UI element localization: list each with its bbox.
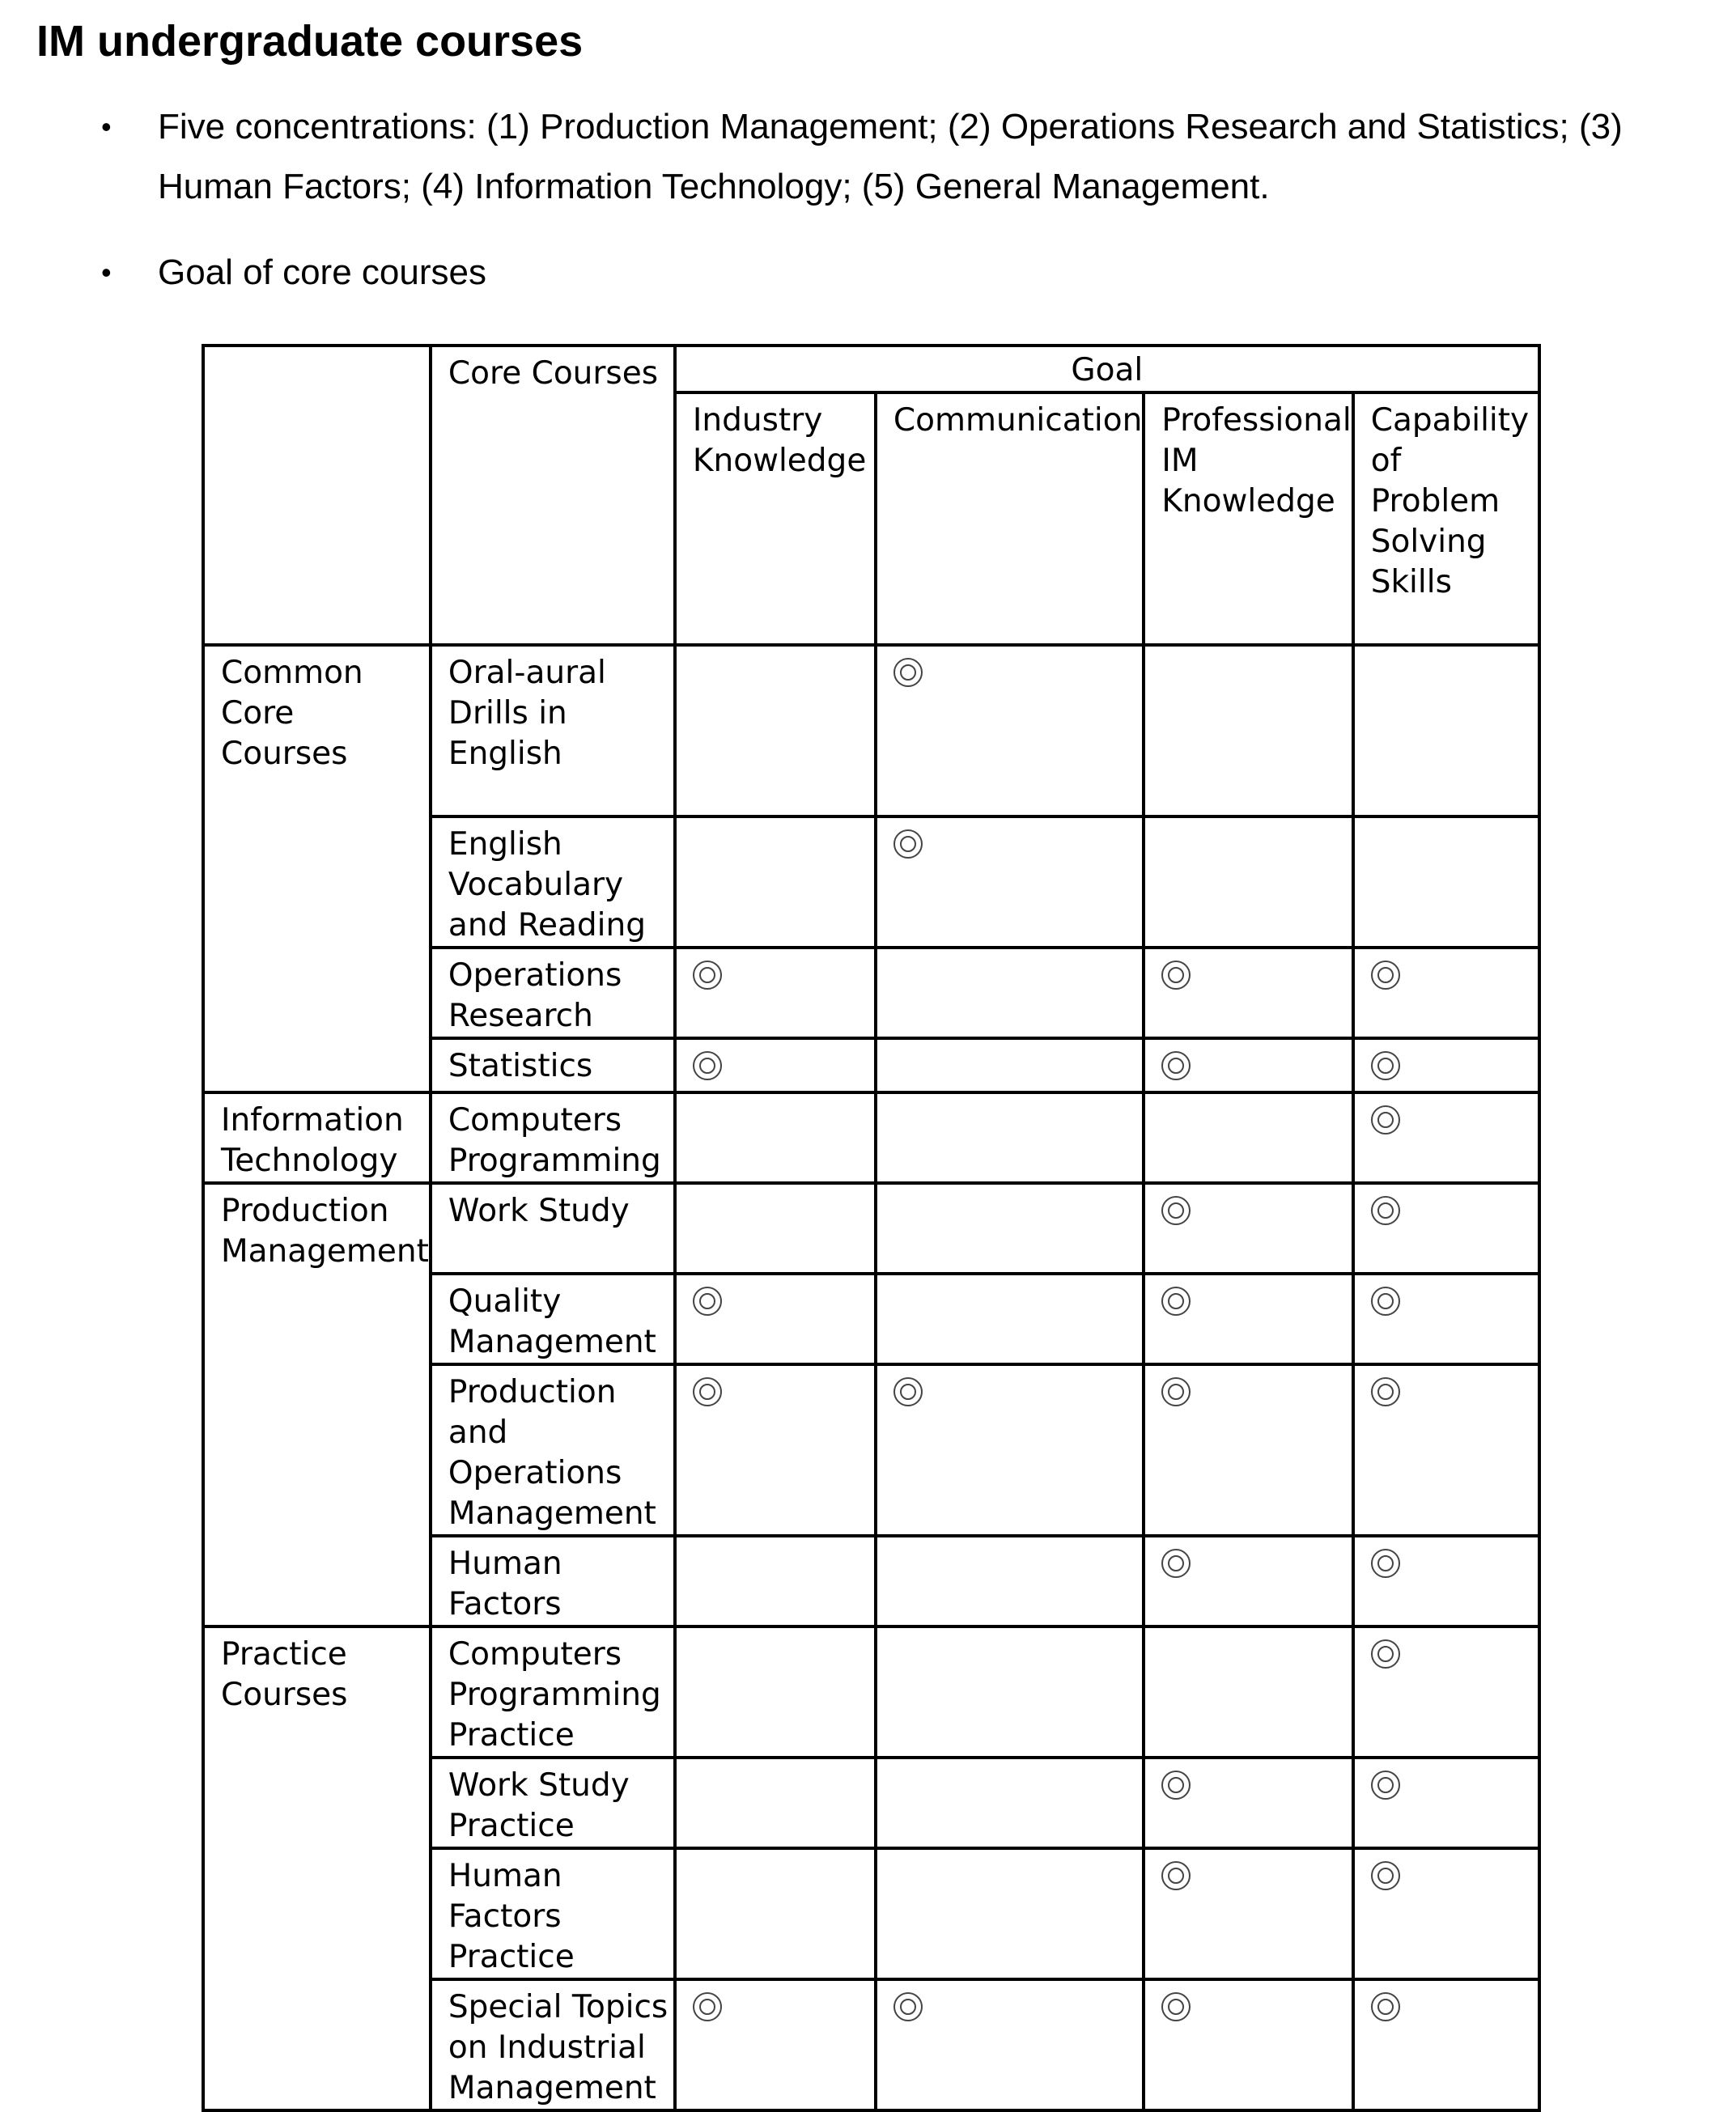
goal-cell [1353, 1364, 1539, 1536]
double-circle-icon [1161, 1287, 1191, 1316]
goal-cell [675, 1364, 876, 1536]
goal-cell [1144, 1038, 1352, 1092]
goal-cell [1353, 1848, 1539, 1979]
group-cell [203, 1274, 431, 1364]
goal-cell [1144, 1274, 1352, 1364]
double-circle-icon [1161, 961, 1191, 990]
course-name: Quality Management [431, 1274, 675, 1364]
table-row [203, 1092, 1539, 1183]
course-name: Human Factors Practice [431, 1848, 675, 1979]
double-circle-icon [693, 1377, 722, 1406]
goal-cell [675, 1848, 876, 1979]
goal-cell [675, 645, 876, 816]
course-name: Work Study [431, 1183, 675, 1274]
goal-cell [876, 1038, 1144, 1092]
header-goal-problem-solving: Capability of Problem Solving Skills [1353, 392, 1539, 645]
double-circle-icon [1161, 1196, 1191, 1225]
table-row [203, 1274, 1539, 1364]
course-name: Computers Programming Practice [431, 1626, 675, 1758]
table-row [203, 816, 1539, 948]
goal-cell [675, 1092, 876, 1183]
goal-cell [1353, 1979, 1539, 2110]
double-circle-icon [1371, 1196, 1400, 1225]
goal-cell [675, 1274, 876, 1364]
goal-cell [1353, 1626, 1539, 1758]
double-circle-icon [1161, 1771, 1191, 1800]
double-circle-icon [1161, 1051, 1191, 1080]
table-row [203, 948, 1539, 1038]
goal-cell [1144, 1979, 1352, 2110]
double-circle-icon [1371, 1992, 1400, 2021]
group-label: Production Management [203, 1183, 431, 1274]
double-circle-icon [893, 1377, 923, 1406]
goal-cell [1144, 1626, 1352, 1758]
double-circle-icon [1161, 1861, 1191, 1890]
double-circle-icon [693, 1992, 722, 2021]
course-name: Operations Research [431, 948, 675, 1038]
goal-cell [675, 1536, 876, 1626]
goal-cell [876, 1536, 1144, 1626]
goal-cell [1353, 1274, 1539, 1364]
double-circle-icon [1161, 1377, 1191, 1406]
goal-cell [1144, 1364, 1352, 1536]
course-name: Work Study Practice [431, 1758, 675, 1848]
header-core-courses: Core Courses [431, 346, 675, 645]
goal-cell [876, 1848, 1144, 1979]
goal-cell [876, 948, 1144, 1038]
goal-cell [1353, 948, 1539, 1038]
goal-cell [675, 1038, 876, 1092]
goal-cell [876, 1183, 1144, 1274]
goal-cell [1353, 645, 1539, 816]
goal-cell [876, 1758, 1144, 1848]
goal-cell [1144, 948, 1352, 1038]
goal-cell [675, 1758, 876, 1848]
goal-cell [876, 816, 1144, 948]
double-circle-icon [893, 829, 923, 859]
table-row [203, 1758, 1539, 1848]
header-blank-cell [203, 346, 431, 645]
table-row [203, 1364, 1539, 1536]
goal-cell [1144, 1758, 1352, 1848]
goal-cell [675, 1626, 876, 1758]
course-name: Human Factors [431, 1536, 675, 1626]
goal-cell [675, 816, 876, 948]
bullet-item [101, 97, 1679, 217]
group-cell [203, 816, 431, 948]
table-row [203, 1183, 1539, 1274]
goal-cell [1353, 1536, 1539, 1626]
course-name: Oral-aural Drills in English [431, 645, 675, 816]
double-circle-icon [1161, 1992, 1191, 2021]
group-label: Practice Courses [203, 1626, 431, 1758]
goal-table-wrapper [202, 344, 1541, 2112]
course-name: Special Topics on Industrial Management [431, 1979, 675, 2110]
goal-cell [675, 948, 876, 1038]
bullet-item [101, 243, 1679, 303]
table-row [203, 1626, 1539, 1758]
goal-cell [1353, 1092, 1539, 1183]
goal-cell [876, 1364, 1144, 1536]
group-cell [203, 1536, 431, 1626]
goal-cell [1353, 1183, 1539, 1274]
goal-cell [1144, 1092, 1352, 1183]
table-row [203, 645, 1539, 816]
goal-cell [876, 1274, 1144, 1364]
goal-cell [675, 1979, 876, 2110]
double-circle-icon [1371, 1051, 1400, 1080]
group-cell [203, 1364, 431, 1536]
double-circle-icon [1371, 1639, 1400, 1669]
goal-cell [1144, 1848, 1352, 1979]
table-row [203, 1848, 1539, 1979]
bullet-text: Goal of core courses [158, 252, 486, 292]
header-goal-communication: Communication [876, 392, 1144, 645]
page-title: IM undergraduate courses [36, 17, 584, 66]
bullet-text: Five concentrations: (1) Production Management; (2) Operations Research and Statistics; (3) Human Factors; (4) Information Technology; (5) General Management. [158, 107, 1623, 206]
double-circle-icon [893, 1992, 923, 2021]
goal-cell [876, 1092, 1144, 1183]
group-label: Common Core Courses [203, 645, 431, 816]
group-cell [203, 1848, 431, 1979]
double-circle-icon [693, 1051, 722, 1080]
double-circle-icon [1371, 1861, 1400, 1890]
header-goal-industry-knowledge: Industry Knowledge [675, 392, 876, 645]
goal-cell [1353, 1038, 1539, 1092]
group-cell [203, 1758, 431, 1848]
table-row [203, 1536, 1539, 1626]
double-circle-icon [1371, 1377, 1400, 1406]
double-circle-icon [693, 1287, 722, 1316]
goal-cell [876, 1979, 1144, 2110]
double-circle-icon [1161, 1549, 1191, 1578]
double-circle-icon [1371, 1287, 1400, 1316]
double-circle-icon [1371, 961, 1400, 990]
goal-cell [1353, 816, 1539, 948]
goal-table [202, 344, 1541, 2112]
double-circle-icon [1371, 1771, 1400, 1800]
table-row [203, 1979, 1539, 2110]
goal-cell [1144, 816, 1352, 948]
header-goal: Goal [675, 346, 1539, 392]
double-circle-icon [1371, 1105, 1400, 1134]
header-goal-professional-im-knowledge: Professional IM Knowledge [1144, 392, 1352, 645]
goal-table-body [203, 645, 1539, 2110]
goal-cell [1144, 1183, 1352, 1274]
goal-cell [675, 1183, 876, 1274]
bullet-dot-icon: • [101, 256, 112, 289]
double-circle-icon [893, 658, 923, 687]
group-cell [203, 1979, 431, 2110]
course-name: Statistics [431, 1038, 675, 1092]
table-row [203, 1038, 1539, 1092]
group-cell [203, 948, 431, 1038]
double-circle-icon [693, 961, 722, 990]
goal-cell [876, 645, 1144, 816]
group-cell [203, 1038, 431, 1092]
double-circle-icon [1371, 1549, 1400, 1578]
goal-cell [1144, 645, 1352, 816]
group-label: Information Technology [203, 1092, 431, 1183]
goal-cell [1144, 1536, 1352, 1626]
goal-cell [876, 1626, 1144, 1758]
goal-cell [1353, 1758, 1539, 1848]
course-name: Production and Operations Management [431, 1364, 675, 1536]
course-name: English Vocabulary and Reading [431, 816, 675, 948]
bullet-dot-icon: • [101, 110, 112, 143]
course-name: Computers Programming [431, 1092, 675, 1183]
